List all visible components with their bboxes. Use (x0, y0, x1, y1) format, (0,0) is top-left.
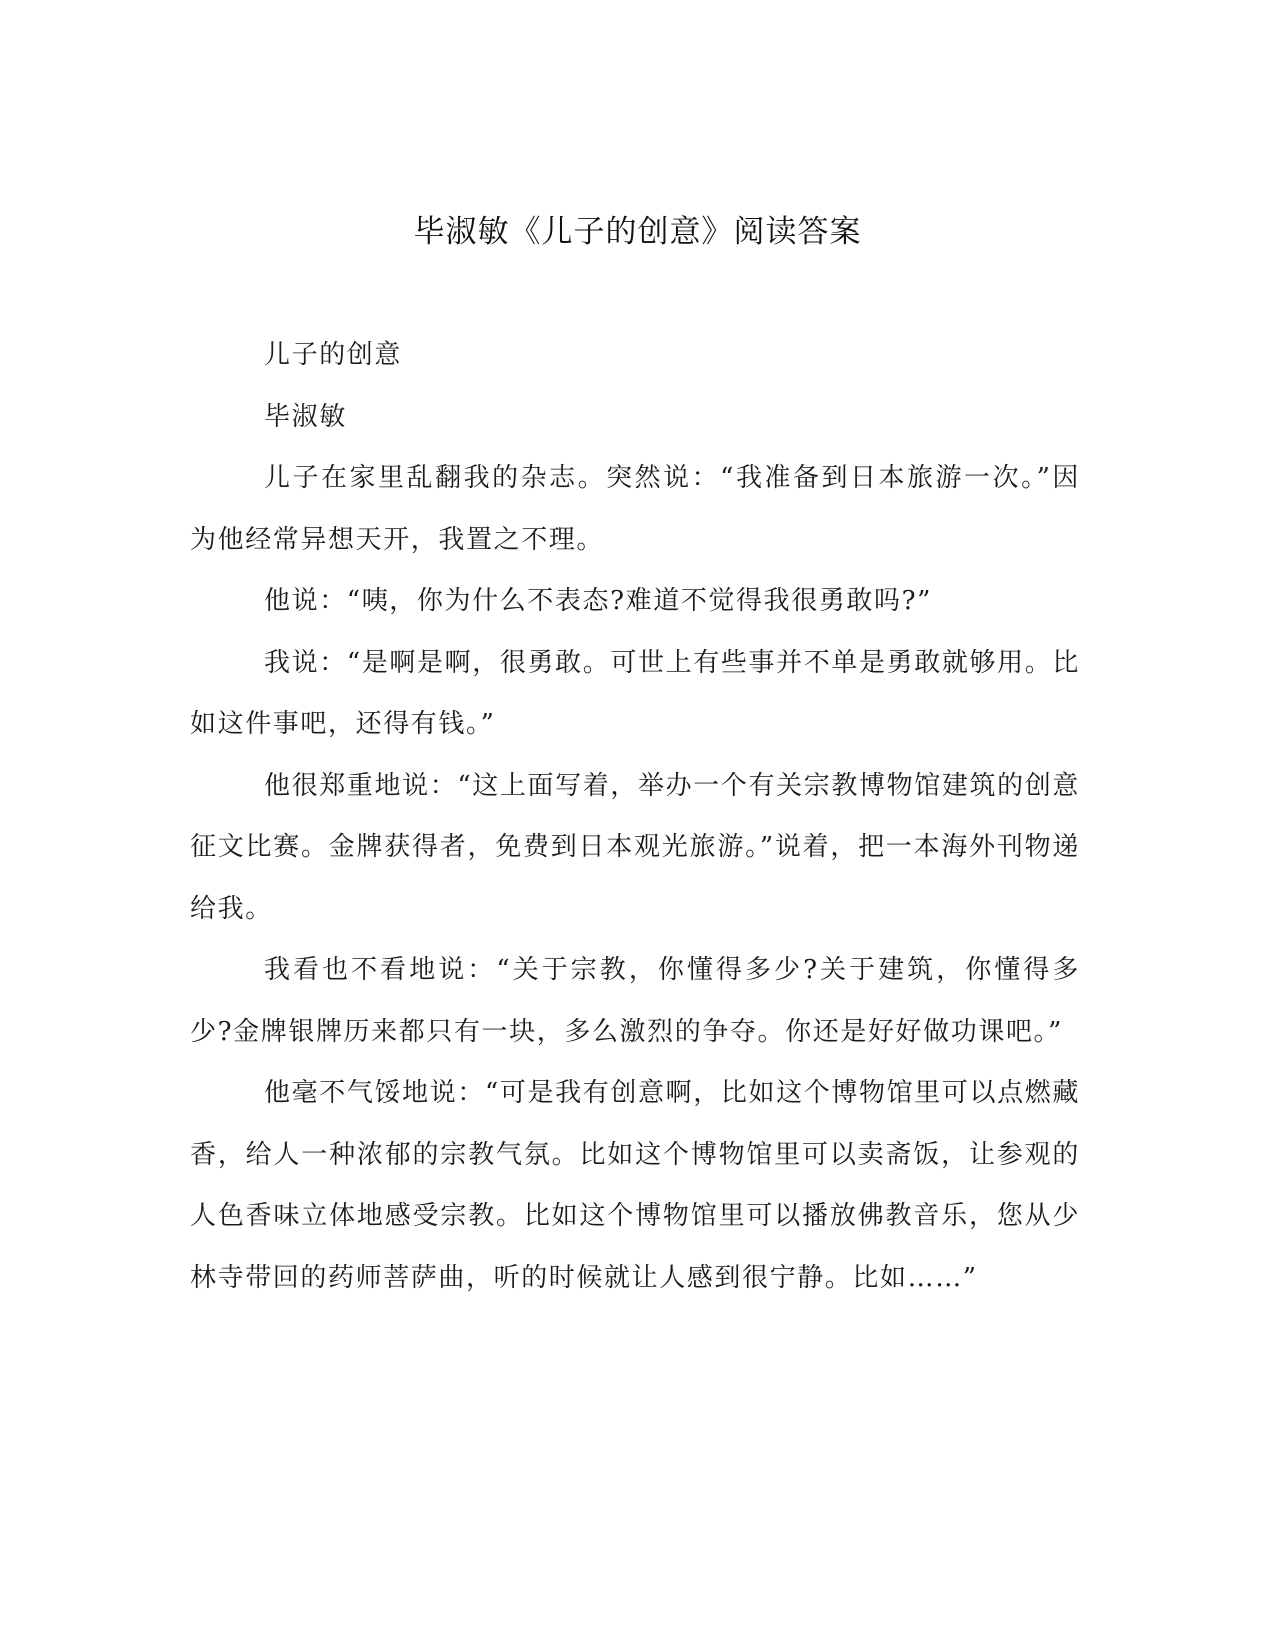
paragraph: 他很郑重地说：“这上面写着，举办一个有关宗教博物馆建筑的创意征文比赛。金牌获得者，免费到日本观光旅游。”说着，把一本海外刊物递给我。 (190, 770, 1080, 924)
paragraph: 我看也不看地说：“关于宗教，你懂得多少?关于建筑，你懂得多少?金牌银牌历来都只有一块，多么激烈的争夺。你还是好好做功课吧。” (190, 955, 1080, 1047)
paragraph: 他毫不气馁地说：“可是我有创意啊，比如这个博物馆里可以点燃藏香，给人一种浓郁的宗教气氛。比如这个博物馆里可以卖斋饭，让参观的人色香味立体地感受宗教。比如这个博物馆里可以播放佛教音乐，您从少林寺带回的药师菩萨曲，听的时候就让人感到很宁静。比如……” (190, 1078, 1080, 1293)
document-body (190, 325, 1080, 1309)
paragraph: 他说：“咦，你为什么不表态?难道不觉得我很勇敢吗?” (264, 586, 933, 616)
paragraph-article-title: 儿子的创意 (264, 340, 403, 370)
paragraph: 儿子在家里乱翻我的杂志。突然说：“我准备到日本旅游一次。”因为他经常异想天开，我置之不理。 (190, 463, 1080, 555)
document-title: 毕淑敏《儿子的创意》阅读答案 (413, 214, 862, 250)
paragraph: 我说：“是啊是啊，很勇敢。可世上有些事并不单是勇敢就够用。比如这件事吧，还得有钱。” (190, 647, 1080, 739)
paragraph-author: 毕淑敏 (264, 401, 347, 432)
